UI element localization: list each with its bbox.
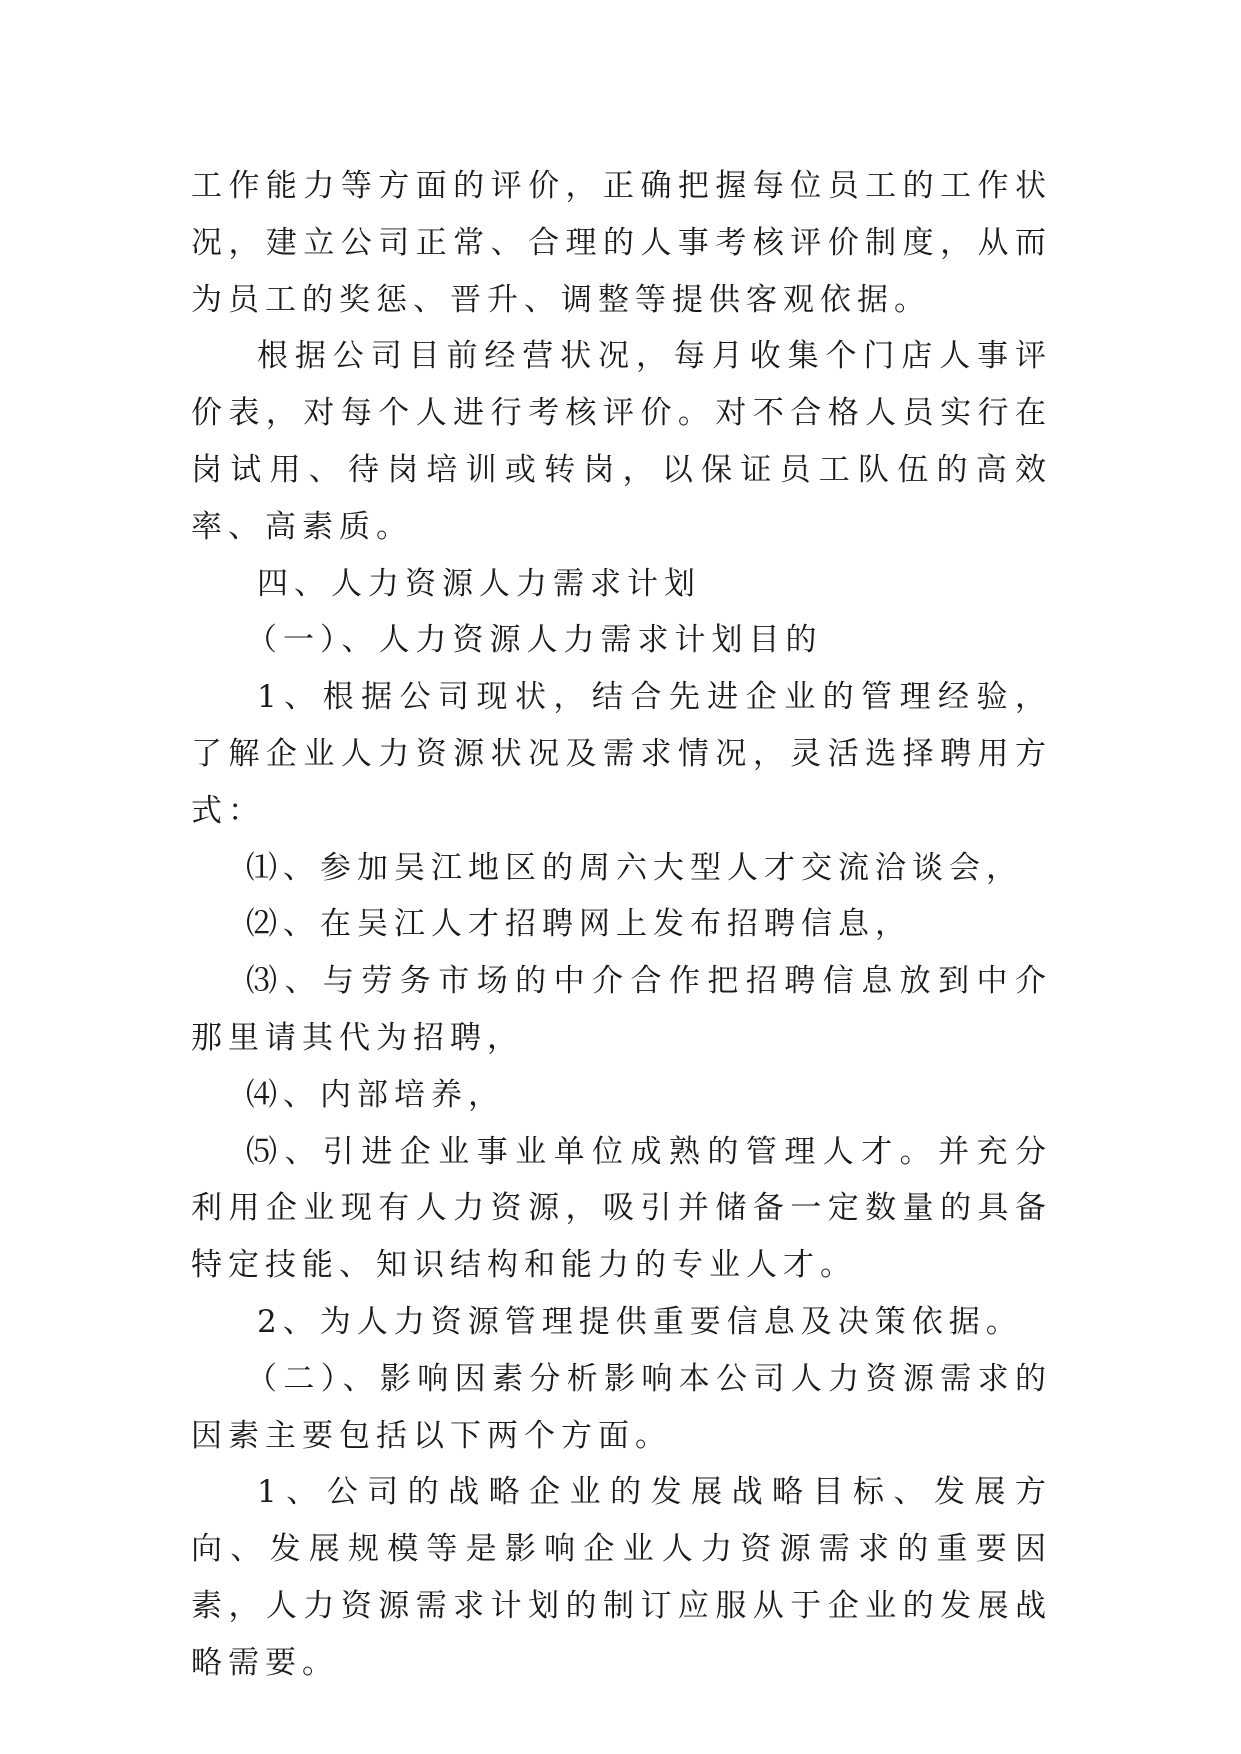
paragraph-item-1: 1、根据公司现状，结合先进企业的管理经验，了解企业人力资源状况及需求情况，灵活选择聘用方式： [191, 679, 1052, 829]
paragraph-item-2: 2、为人力资源管理提供重要信息及决策依据。 [257, 1303, 1023, 1340]
section-heading-four: 四、人力资源人力需求计划 [257, 565, 701, 602]
list-item-5: ⑸、引进企业事业单位成熟的管理人才。并充分利用企业现有人力资源，吸引并储备一定数量的具备特定技能、知识结构和能力的专业人才。 [191, 1133, 1052, 1284]
paragraph-continuation: 工作能力等方面的评价，正确把握每位员工的工作状况，建立公司正常、合理的人事考核评价制度，从而为员工的奖惩、晋升、调整等提供客观依据。 [191, 168, 1052, 318]
paragraph-strategy: 1、公司的战略企业的发展战略目标、发展方向、发展规模等是影响企业人力资源需求的重要因素，人力资源需求计划的制订应服从于企业的发展战略需要。 [191, 1474, 1052, 1681]
subsection-heading-one: （一）、人力资源人力需求计划目的 [246, 622, 823, 659]
document-body [191, 158, 1052, 1692]
list-item-3: ⑶、与劳务市场的中介合作把招聘信息放到中介那里请其代为招聘， [191, 963, 1052, 1056]
paragraph-evaluation: 根据公司目前经营状况，每月收集个门店人事评价表，对每个人进行考核评价。对不合格人员实行在岗试用、待岗培训或转岗，以保证员工队伍的高效率、高素质。 [191, 338, 1052, 545]
subsection-heading-two: （二）、影响因素分析影响本公司人力资源需求的因素主要包括以下两个方面。 [191, 1360, 1052, 1454]
list-item-4: ⑷、内部培养， [246, 1076, 505, 1113]
list-item-1: ⑴、参加吴江地区的周六大型人才交流洽谈会， [246, 849, 1023, 886]
list-item-2: ⑵、在吴江人才招聘网上发布招聘信息， [246, 906, 912, 943]
